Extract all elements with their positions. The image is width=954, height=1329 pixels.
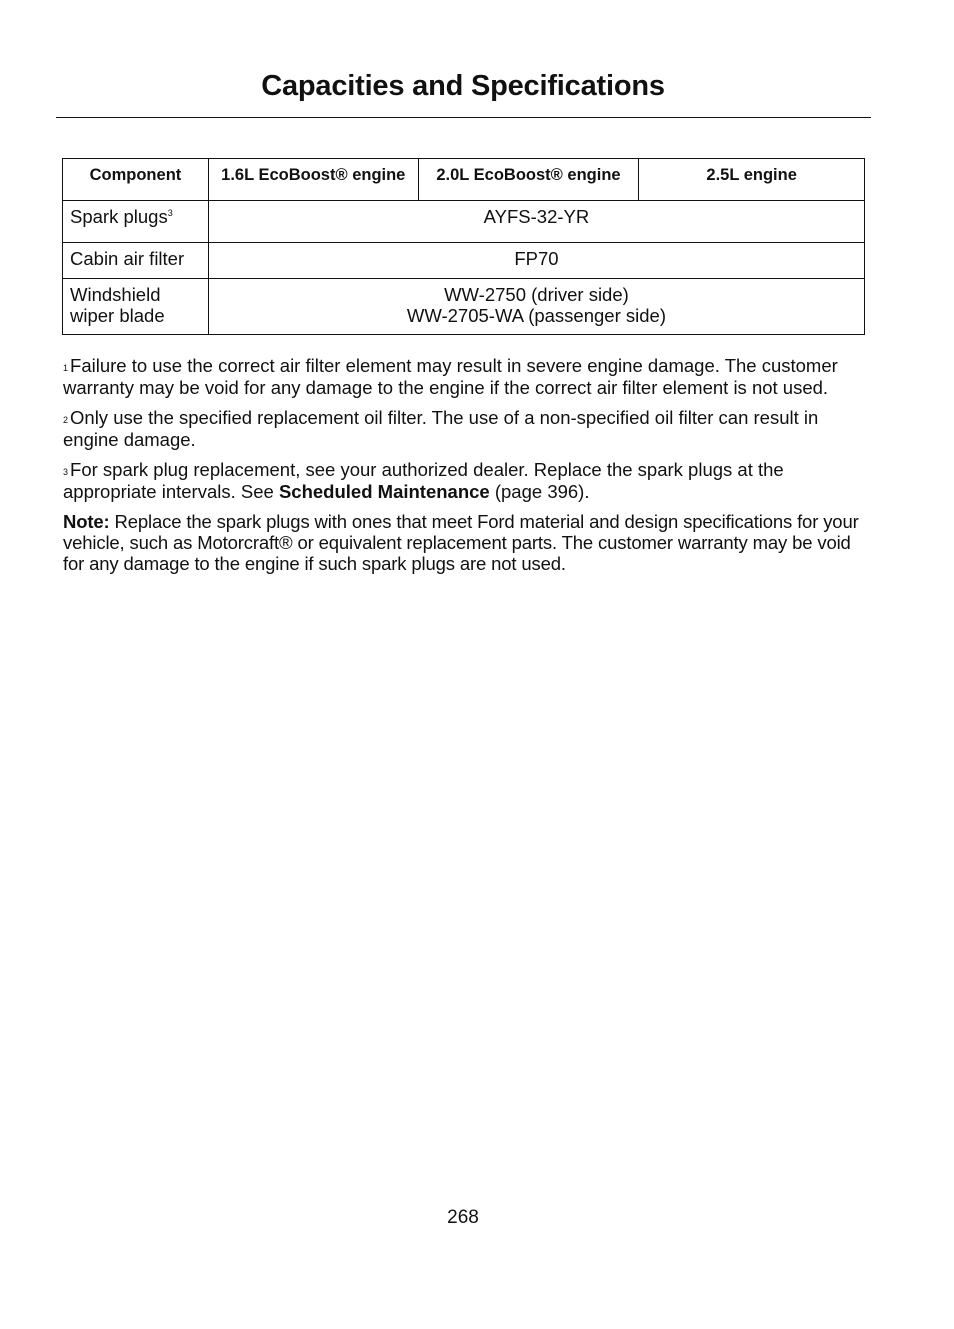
note-label: Note: bbox=[63, 511, 110, 532]
column-header-2-5l: 2.5L engine bbox=[639, 159, 865, 201]
footnote-text: Only use the specified replacement oil filter. The use of a non-specified oil filter can result in engine damage. bbox=[63, 407, 819, 450]
part-number-driver: WW-2750 (driver side) bbox=[444, 284, 629, 305]
part-number: AYFS-32-YR bbox=[483, 206, 590, 227]
page-number: 268 bbox=[447, 1207, 479, 1228]
component-label: Spark plugs bbox=[70, 206, 168, 227]
footnote-text: For spark plug replacement, see your authorized dealer. Replace the spark plugs at the appropriate intervals. See bbox=[63, 459, 784, 502]
column-header-2-0l-ecoboost: 2.0L EcoBoost® engine bbox=[418, 159, 639, 201]
value-cell bbox=[208, 201, 864, 243]
footnotes-section bbox=[63, 355, 868, 582]
component-cell bbox=[63, 243, 209, 279]
table-row bbox=[63, 201, 865, 243]
footnote-marker: 2 bbox=[63, 415, 69, 425]
page-title: Capacities and Specifications bbox=[261, 70, 665, 102]
footnote bbox=[63, 459, 868, 503]
component-cell bbox=[63, 279, 209, 335]
column-header-component: Component bbox=[63, 159, 209, 201]
component-cell bbox=[63, 201, 209, 243]
value-cell bbox=[208, 243, 864, 279]
component-label-line: wiper blade bbox=[70, 305, 165, 326]
footnote-text: (page 396). bbox=[489, 481, 590, 502]
footnote-text: Failure to use the correct air filter element may result in severe engine damage. The customer warranty may be void for any damage to the engine if the correct air filter element is not used. bbox=[63, 355, 838, 398]
footnote-marker: 3 bbox=[63, 467, 69, 477]
table-row bbox=[63, 243, 865, 279]
part-number-passenger: WW-2705-WA (passenger side) bbox=[406, 305, 666, 326]
specifications-table bbox=[62, 158, 865, 335]
value-cell bbox=[208, 279, 864, 335]
note-paragraph bbox=[63, 511, 868, 574]
footnote bbox=[63, 407, 868, 451]
table-row bbox=[63, 279, 865, 335]
cross-reference-link[interactable]: Scheduled Maintenance bbox=[278, 481, 490, 502]
component-label-line: Windshield bbox=[70, 284, 161, 305]
footnote bbox=[63, 355, 868, 399]
footnote-marker: 1 bbox=[63, 363, 69, 373]
component-label: Cabin air filter bbox=[70, 248, 185, 269]
table-header-row bbox=[63, 159, 865, 201]
column-header-1-6l-ecoboost: 1.6L EcoBoost® engine bbox=[208, 159, 418, 201]
part-number: FP70 bbox=[514, 248, 559, 269]
note-text: Replace the spark plugs with ones that meet Ford material and design specifications for your vehicle, such as Motorcraft® or equivalent replacement parts. The customer warranty may be void for any damage to the engine if such spark plugs are not used. bbox=[63, 511, 859, 574]
title-divider bbox=[56, 117, 871, 118]
footnote-reference[interactable]: 3 bbox=[167, 207, 173, 218]
